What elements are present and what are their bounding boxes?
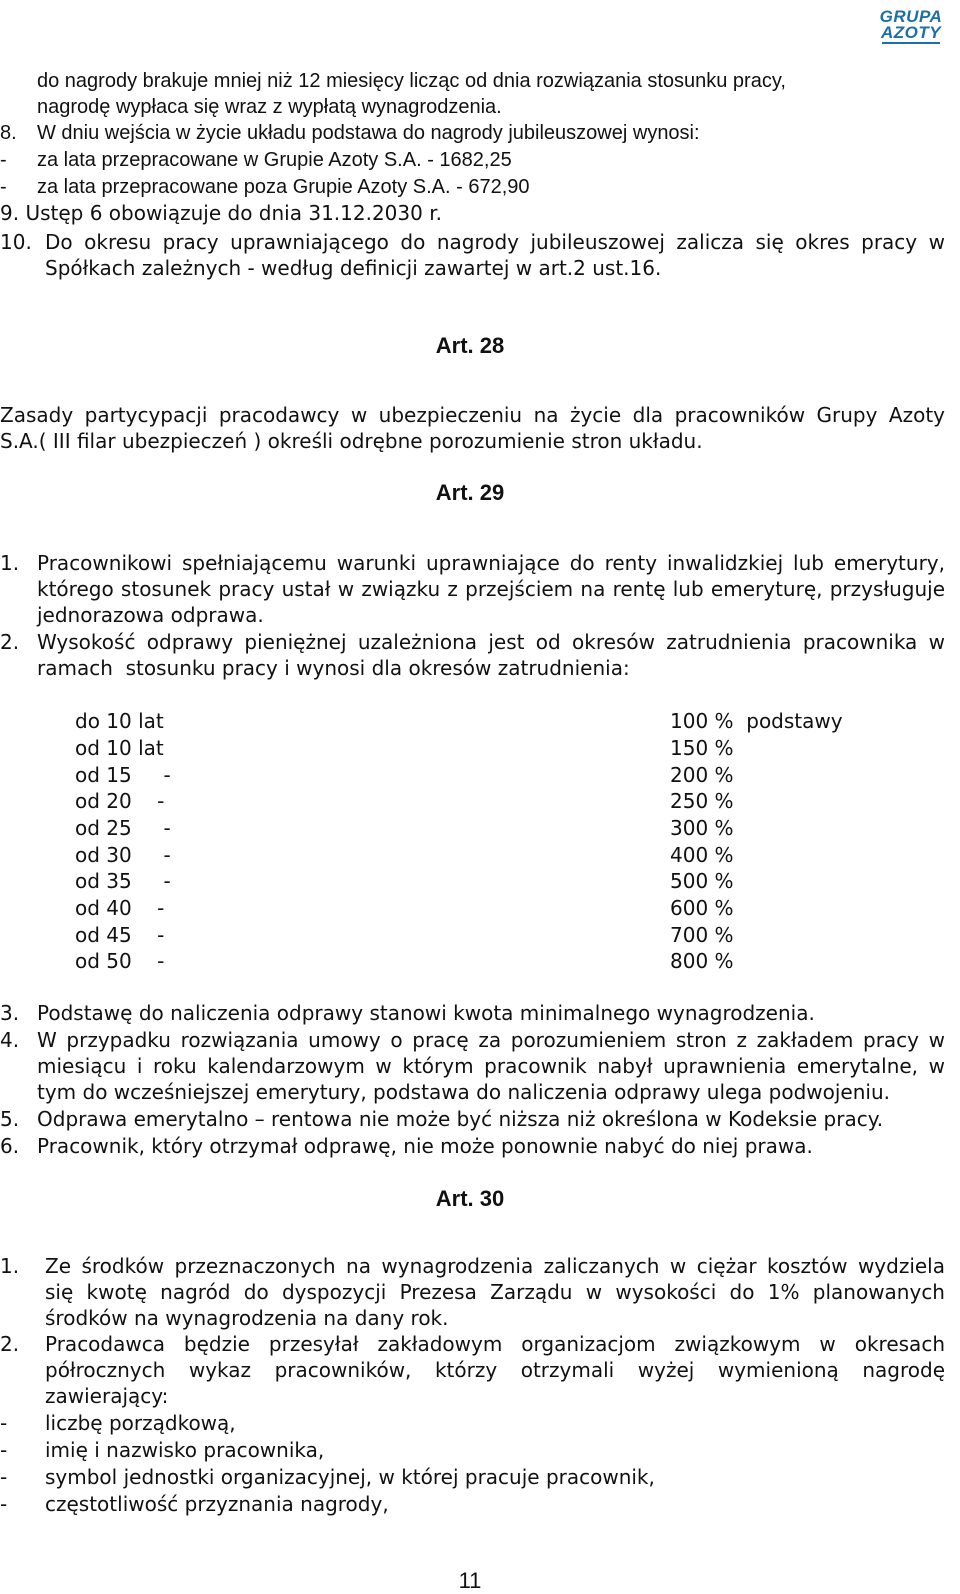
- dash-2-text: za lata przepracowane poza Grupie Azoty S.A. - 672,90: [37, 176, 530, 198]
- page-number: 11: [458, 1568, 482, 1593]
- art-29-p4-line-3: tym do wcześniejszej emerytury, podstawa do naliczenia odprawy ulega podwojeniu.: [37, 1080, 890, 1104]
- art-30-p2-line-1: Pracodawca będzie przesyłał zakładowym organizacjom związkowym w okresach: [45, 1332, 945, 1356]
- bullet-4-mark: -: [0, 1492, 8, 1516]
- art-29-p6-line-1: Pracownik, który otrzymał odprawę, nie może ponownie nabyć do niej prawa.: [37, 1134, 813, 1158]
- table-value: 300 %: [670, 816, 734, 840]
- art-29-p4-line-2: miesiącu i roku kalendarzowym w którym pracownik nabył uprawnienia emerytalne, w: [37, 1054, 945, 1078]
- art-29-p6-number: 6.: [0, 1134, 20, 1158]
- art-29-heading: Art. 29: [435, 480, 505, 505]
- table-value: 600 %: [670, 896, 734, 920]
- bullet-3-text: symbol jednostki organizacyjnej, w której pracuje pracownik,: [45, 1465, 655, 1489]
- art-29-p2-line-2: ramach stosunku pracy i wynosi dla okresów zatrudnienia:: [37, 656, 630, 680]
- art-29-p3-line-1: Podstawę do naliczenia odprawy stanowi kwota minimalnego wynagrodzenia.: [37, 1001, 815, 1025]
- logo-line-2: AZOTY: [880, 23, 942, 42]
- art-30-p2-number: 2.: [0, 1332, 20, 1356]
- dash-1-text: za lata przepracowane w Grupie Azoty S.A. - 1682,25: [37, 149, 512, 171]
- bullet-2-mark: -: [0, 1438, 8, 1462]
- art-30-heading: Art. 30: [435, 1186, 505, 1211]
- table-period: od 40 -: [75, 896, 165, 920]
- art-30-p1-line-3: środków na wynagrodzenia na dany rok.: [45, 1306, 449, 1330]
- company-logo: [876, 8, 946, 44]
- table-period: do 10 lat: [75, 709, 164, 733]
- art-28-line-2: S.A.( III filar ubezpieczeń ) określi odrębne porozumienie stron układu.: [0, 429, 703, 453]
- table-period: od 50 -: [75, 949, 165, 973]
- art-29-p5-number: 5.: [0, 1107, 20, 1131]
- continuation-line-2: nagrodę wypłaca się wraz z wypłatą wynagrodzenia.: [37, 96, 502, 118]
- table-value: 400 %: [670, 843, 734, 867]
- table-value: 200 %: [670, 763, 734, 787]
- table-value: 800 %: [670, 949, 734, 973]
- bullet-1-mark: -: [0, 1411, 8, 1435]
- logo-underline: [882, 42, 940, 44]
- art-30-p1-number: 1.: [0, 1254, 20, 1278]
- table-value: 150 %: [670, 736, 734, 760]
- continuation-line-1: do nagrody brakuje mniej niż 12 miesięcy licząc od dnia rozwiązania stosunku pracy,: [37, 70, 786, 92]
- table-period: od 25 -: [75, 816, 171, 840]
- table-period: od 45 -: [75, 923, 165, 947]
- art-29-p4-number: 4.: [0, 1028, 20, 1052]
- art-29-p1-number: 1.: [0, 551, 20, 575]
- art-29-p5-line-1: Odprawa emerytalno – rentowa nie może być niższa niż określona w Kodeksie pracy.: [37, 1107, 884, 1131]
- item-10-line-2: Spółkach zależnych - według definicji zawartej w art.2 ust.16.: [45, 256, 662, 280]
- table-value: 250 %: [670, 789, 734, 813]
- art-28-line-1: Zasady partycypacji pracodawcy w ubezpieczeniu na życie dla pracowników Grupy Azoty: [0, 403, 945, 427]
- table-period: od 15 -: [75, 763, 171, 787]
- dash-2-mark: -: [0, 176, 7, 198]
- art-30-p2-line-3: zawierający:: [45, 1384, 169, 1408]
- item-8-number: 8.: [0, 122, 17, 144]
- table-period: od 10 lat: [75, 736, 164, 760]
- table-value: 100 % podstawy: [670, 709, 843, 733]
- bullet-2-text: imię i nazwisko pracownika,: [45, 1438, 325, 1462]
- dash-1-mark: -: [0, 149, 7, 171]
- item-9: 9. Ustęp 6 obowiązuje do dnia 31.12.2030 r.: [0, 201, 442, 225]
- art-29-p2-line-1: Wysokość odprawy pieniężnej uzależniona jest od okresów zatrudnienia pracownika w: [37, 630, 945, 654]
- table-period: od 20 -: [75, 789, 165, 813]
- item-10-number: 10.: [0, 230, 32, 254]
- art-28-heading: Art. 28: [435, 333, 505, 358]
- logo-line-1: GRUPA: [879, 7, 943, 26]
- art-30-p2-line-2: półrocznych wykaz pracowników, którzy otrzymali wyżej wymienioną nagrodę: [45, 1358, 945, 1382]
- table-value: 500 %: [670, 869, 734, 893]
- art-29-p2-number: 2.: [0, 630, 20, 654]
- art-29-p3-number: 3.: [0, 1001, 20, 1025]
- bullet-1-text: liczbę porządkową,: [45, 1411, 236, 1435]
- art-29-p1-line-2: którego stosunek pracy ustał w związku z przejściem na rentę lub emeryturę, przysługuje: [37, 577, 945, 601]
- art-29-p1-line-1: Pracownikowi spełniającemu warunki uprawniające do renty inwalidzkiej lub emerytury,: [37, 551, 945, 575]
- art-30-p1-line-2: się kwotę nagród do dyspozycji Prezesa Zarządu w wysokości do 1% planowanych: [45, 1280, 945, 1304]
- table-period: od 35 -: [75, 869, 171, 893]
- bullet-4-text: częstotliwość przyznania nagrody,: [45, 1492, 389, 1516]
- bullet-3-mark: -: [0, 1465, 8, 1489]
- art-29-p1-line-3: jednorazowa odprawa.: [37, 603, 264, 627]
- art-29-p4-line-1: W przypadku rozwiązania umowy o pracę za porozumieniem stron z zakładem pracy w: [37, 1028, 945, 1052]
- table-period: od 30 -: [75, 843, 171, 867]
- item-10-line-1: Do okresu pracy uprawniającego do nagrody jubileuszowej zalicza się okres pracy w: [45, 230, 945, 254]
- art-30-p1-line-1: Ze środków przeznaczonych na wynagrodzenia zaliczanych w ciężar kosztów wydziela: [45, 1254, 945, 1278]
- item-8-text: W dniu wejścia w życie układu podstawa do nagrody jubileuszowej wynosi:: [37, 122, 700, 144]
- table-value: 700 %: [670, 923, 734, 947]
